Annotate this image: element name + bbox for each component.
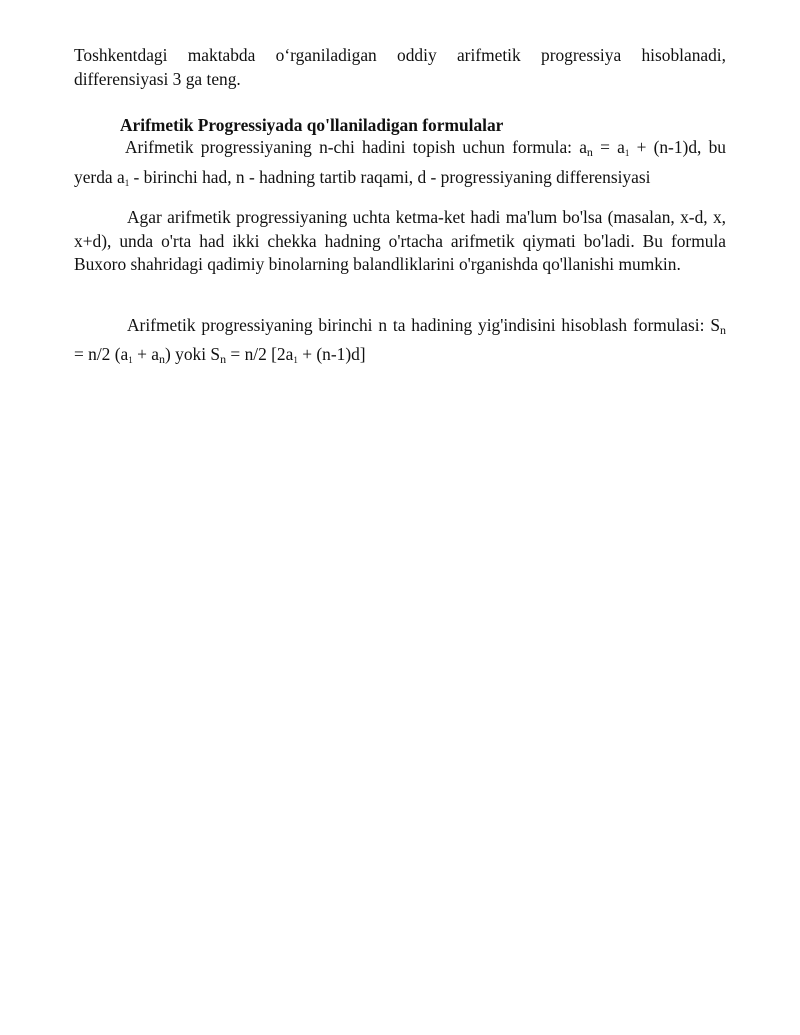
sum-formula-part: = n/2 (a bbox=[74, 343, 129, 364]
subscript-n: n bbox=[220, 351, 227, 366]
nth-term-formula-rest: + (n-1)d, bu yerda a bbox=[74, 137, 726, 187]
subscript-1: 1 bbox=[293, 354, 298, 365]
subscript-1: 1 bbox=[124, 177, 130, 188]
nth-term-intro: Arifmetik progressiyaning n-chi hadini topish uchun formula: a bbox=[125, 137, 587, 157]
subscript-1: 1 bbox=[128, 354, 133, 365]
subscript-n: n bbox=[158, 351, 165, 366]
nth-term-explanation: - birinchi had, n - hadning tartib raqami, d - progressiyaning differensiyasi bbox=[129, 166, 651, 187]
sum-formula-part: ) yoki S bbox=[164, 343, 221, 364]
paragraph-intro-text: Toshkentdagi maktabda o‘rganiladigan oddiy arifmetik progressiya hisoblanadi, differensiyasi 3 ga teng. bbox=[74, 45, 726, 89]
sum-formula-intro: Arifmetik progressiyaning birinchi n ta hadining yig'indisini hisoblash formulasi: S bbox=[127, 315, 720, 335]
paragraph-intro bbox=[74, 44, 726, 91]
section-heading: Arifmetik Progressiyada qo'llaniladigan formulalar bbox=[120, 115, 504, 135]
paragraph-sum-formula bbox=[74, 314, 726, 372]
nth-term-equals: = a bbox=[592, 137, 625, 157]
subscript-n: n bbox=[586, 145, 593, 159]
paragraph-middle-term bbox=[74, 206, 726, 277]
sum-formula-part: + (n-1)d] bbox=[297, 343, 366, 364]
subscript-n: n bbox=[720, 323, 726, 337]
paragraph-nth-term-formula bbox=[74, 136, 726, 195]
sum-formula-part: + a bbox=[132, 343, 159, 364]
paragraph-middle-term-text: Agar arifmetik progressiyaning uchta ketma-ket hadi ma'lum bo'lsa (masalan, x-d, x, x+d), unda o'rta had ikki chekka hadning o'rtacha arifmetik qiymati bo'ladi. Bu formula Buxoro shahridagi qadimiy binolarning balandliklarini o'rganishda qo'llanishi mumkin. bbox=[74, 207, 726, 274]
sum-formula-part: = n/2 [2a bbox=[226, 343, 294, 364]
subscript-1: 1 bbox=[624, 148, 630, 158]
